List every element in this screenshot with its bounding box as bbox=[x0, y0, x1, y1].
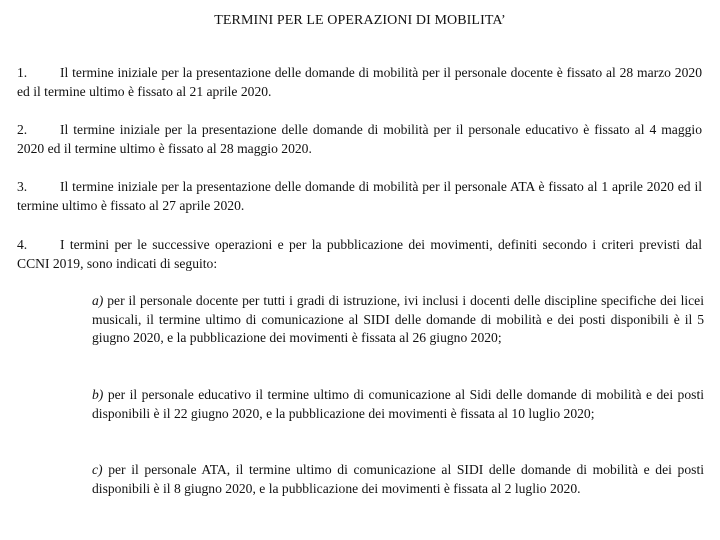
paragraph-text: Il termine iniziale per la presentazione delle domande di mobilità per il personale educativo è fissato al 4 maggio 2020 ed il termine ultimo è fissato al 28 maggio 2020. bbox=[17, 122, 702, 156]
sub-item-b bbox=[92, 386, 704, 423]
numbered-paragraph-1 bbox=[17, 64, 702, 101]
sub-item-text: per il personale ATA, il termine ultimo di comunicazione al SIDI delle domande di mobilità e dei posti disponibili è il 8 giugno 2020, e la pubblicazione dei movimenti è fissata al 2 luglio 2020. bbox=[92, 462, 704, 496]
paragraph-number: 3. bbox=[17, 179, 28, 194]
sub-item-text: per il personale docente per tutti i gradi di istruzione, ivi inclusi i docenti delle discipline specifiche dei licei musicali, il termine ultimo di comunicazione al SIDI delle domande di mobilità e dei posti disponibili è il 5 giugno 2020, e la pubblicazione dei movimenti è fissata al 26 giugno 2020; bbox=[92, 293, 704, 345]
paragraph-text: Il termine iniziale per la presentazione delle domande di mobilità per il personale docente è fissato al 28 marzo 2020 ed il termine ultimo è fissato al 21 aprile 2020. bbox=[17, 65, 702, 99]
paragraph-text: I termini per le successive operazioni e per la pubblicazione dei movimenti, definiti secondo i criteri previsti dal CCNI 2019, sono indicati di seguito: bbox=[17, 237, 702, 271]
paragraph-number: 4. bbox=[17, 237, 28, 252]
sub-item-c bbox=[92, 461, 704, 498]
sub-item-letter: c) bbox=[92, 462, 103, 477]
paragraph-number: 2. bbox=[17, 122, 28, 137]
numbered-paragraph-3 bbox=[17, 178, 702, 215]
paragraph-text: Il termine iniziale per la presentazione delle domande di mobilità per il personale ATA è fissato al 1 aprile 2020 ed il termine ultimo è fissato al 27 aprile 2020. bbox=[17, 179, 702, 213]
paragraph-number: 1. bbox=[17, 65, 28, 80]
numbered-paragraph-4 bbox=[17, 236, 702, 273]
sub-item-a bbox=[92, 292, 704, 348]
sub-item-letter: a) bbox=[92, 293, 104, 308]
page-title: TERMINI PER LE OPERAZIONI DI MOBILITA’ bbox=[214, 13, 506, 28]
sub-item-letter: b) bbox=[92, 387, 104, 402]
sub-item-text: per il personale educativo il termine ultimo di comunicazione al Sidi delle domande di mobilità e dei posti disponibili è il 22 giugno 2020, e la pubblicazione dei movimenti è fissata al 10 luglio 2020; bbox=[92, 387, 704, 421]
numbered-paragraph-2 bbox=[17, 121, 702, 158]
